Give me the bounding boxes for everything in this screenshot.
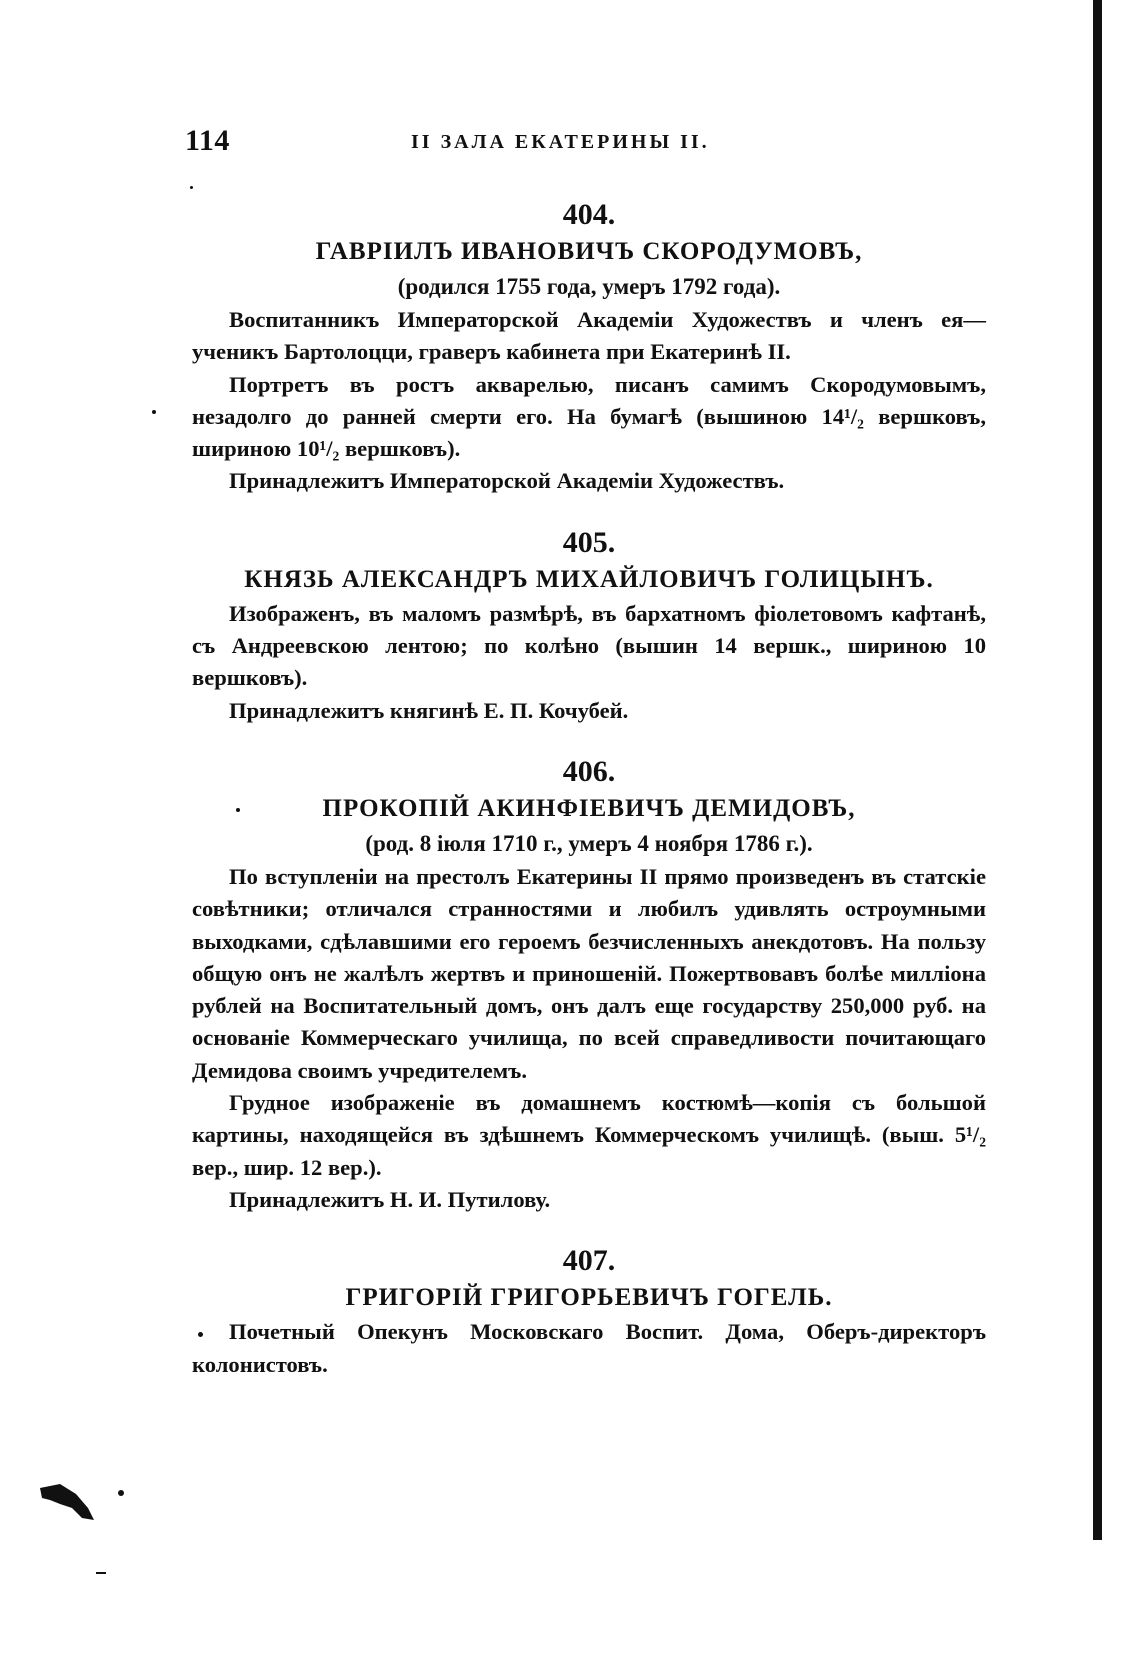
entry-number: 407.	[562, 1244, 616, 1278]
catalog-entry-406	[192, 753, 986, 1216]
page-number: 114	[185, 124, 230, 157]
catalog-entry-404	[192, 196, 986, 498]
scan-speck	[118, 1490, 124, 1496]
entry-number: 404.	[562, 198, 616, 231]
ink-blot-mark	[38, 1482, 96, 1522]
entry-owner: Принадлежитъ Императорской Академіи Художествъ.	[229, 468, 785, 494]
entry-description: Портретъ въ ростъ акварелью, писанъ самимъ Скородумовымъ, незадолго до ранней смерти его. На бумагѣ (вышиною 14¹/₂ вершковъ, шириною 10¹/₂ вершковъ).	[192, 371, 986, 462]
page-edge-rule	[1093, 0, 1102, 1540]
entry-owner: Принадлежитъ Н. И. Путилову.	[229, 1186, 551, 1212]
running-title: II ЗАЛА ЕКАТЕРИНЫ II.	[411, 131, 710, 153]
scan-speck	[198, 1332, 203, 1337]
running-head	[185, 124, 725, 160]
entry-description: Изображенъ, въ маломъ размѣрѣ, въ бархатномъ фіолетовомъ кафтанѣ, съ Андреевскою лентою; по колѣно (вышин 14 вершк., шириною 10 вершковъ).	[192, 600, 986, 691]
entry-biography: По вступленіи на престолъ Екатерины II прямо произведенъ въ статскіе совѣтники; отличался странностями и любилъ удивлять остроумными выходками, сдѣлавшими его героемъ безчисленныхъ анекдотовъ. На пользу общую онъ не жалѣлъ жертвъ и приношеній. Пожертвовавъ болѣе милліона рублей на Воспитательный домъ, онъ далъ еще государству 250,000 руб. на основаніе Коммерческаго училища, по всей справедливости почитающаго Демидова своимъ учредителемъ.	[192, 863, 986, 1083]
text-column	[192, 196, 986, 1381]
entry-biography: Почетный Опекунъ Московскаго Воспит. Дома, Оберъ-директоръ колонистовъ.	[192, 1319, 986, 1377]
entry-name: ГАВРІИЛЪ ИВАНОВИЧЪ СКОРОДУМОВЪ,	[315, 238, 863, 265]
entry-name: ГРИГОРІЙ ГРИГОРЬЕВИЧЪ ГОГЕЛЬ.	[345, 1284, 833, 1312]
scan-speck	[236, 808, 240, 812]
scan-speck	[190, 186, 193, 189]
scan-speck	[152, 410, 156, 414]
catalog-entry-405	[192, 524, 986, 727]
entry-name: ПРОКОПІЙ АКИНФІЕВИЧЪ ДЕМИДОВЪ,	[322, 794, 856, 822]
entry-number: 406.	[562, 754, 616, 788]
entry-dates: (род. 8 іюля 1710 г., умеръ 4 ноября 1786 г.).	[365, 830, 813, 856]
entry-description: Грудное изображеніе въ домашнемъ костюмѣ—копія съ большой картины, находящейся въ здѣшнемъ Коммерческомъ училищѣ. (выш. 5¹/₂ вер., шир. 12 вер.).	[192, 1090, 986, 1180]
entry-number: 405.	[562, 525, 616, 559]
entry-dates: (родился 1755 года, умеръ 1792 года).	[397, 274, 781, 299]
entry-biography: Воспитанникъ Императорской Академіи Художествъ и членъ ея—ученикъ Бартолоцци, граверъ кабинета при Екатеринѣ II.	[192, 307, 986, 365]
entry-owner: Принадлежитъ княгинѣ Е. П. Кочубей.	[229, 697, 629, 723]
catalog-entry-407	[192, 1242, 986, 1381]
scan-speck	[96, 1572, 106, 1574]
entry-name: КНЯЗЬ АЛЕКСАНДРЪ МИХАЙЛОВИЧЪ ГОЛИЦЫНЪ.	[244, 565, 934, 593]
